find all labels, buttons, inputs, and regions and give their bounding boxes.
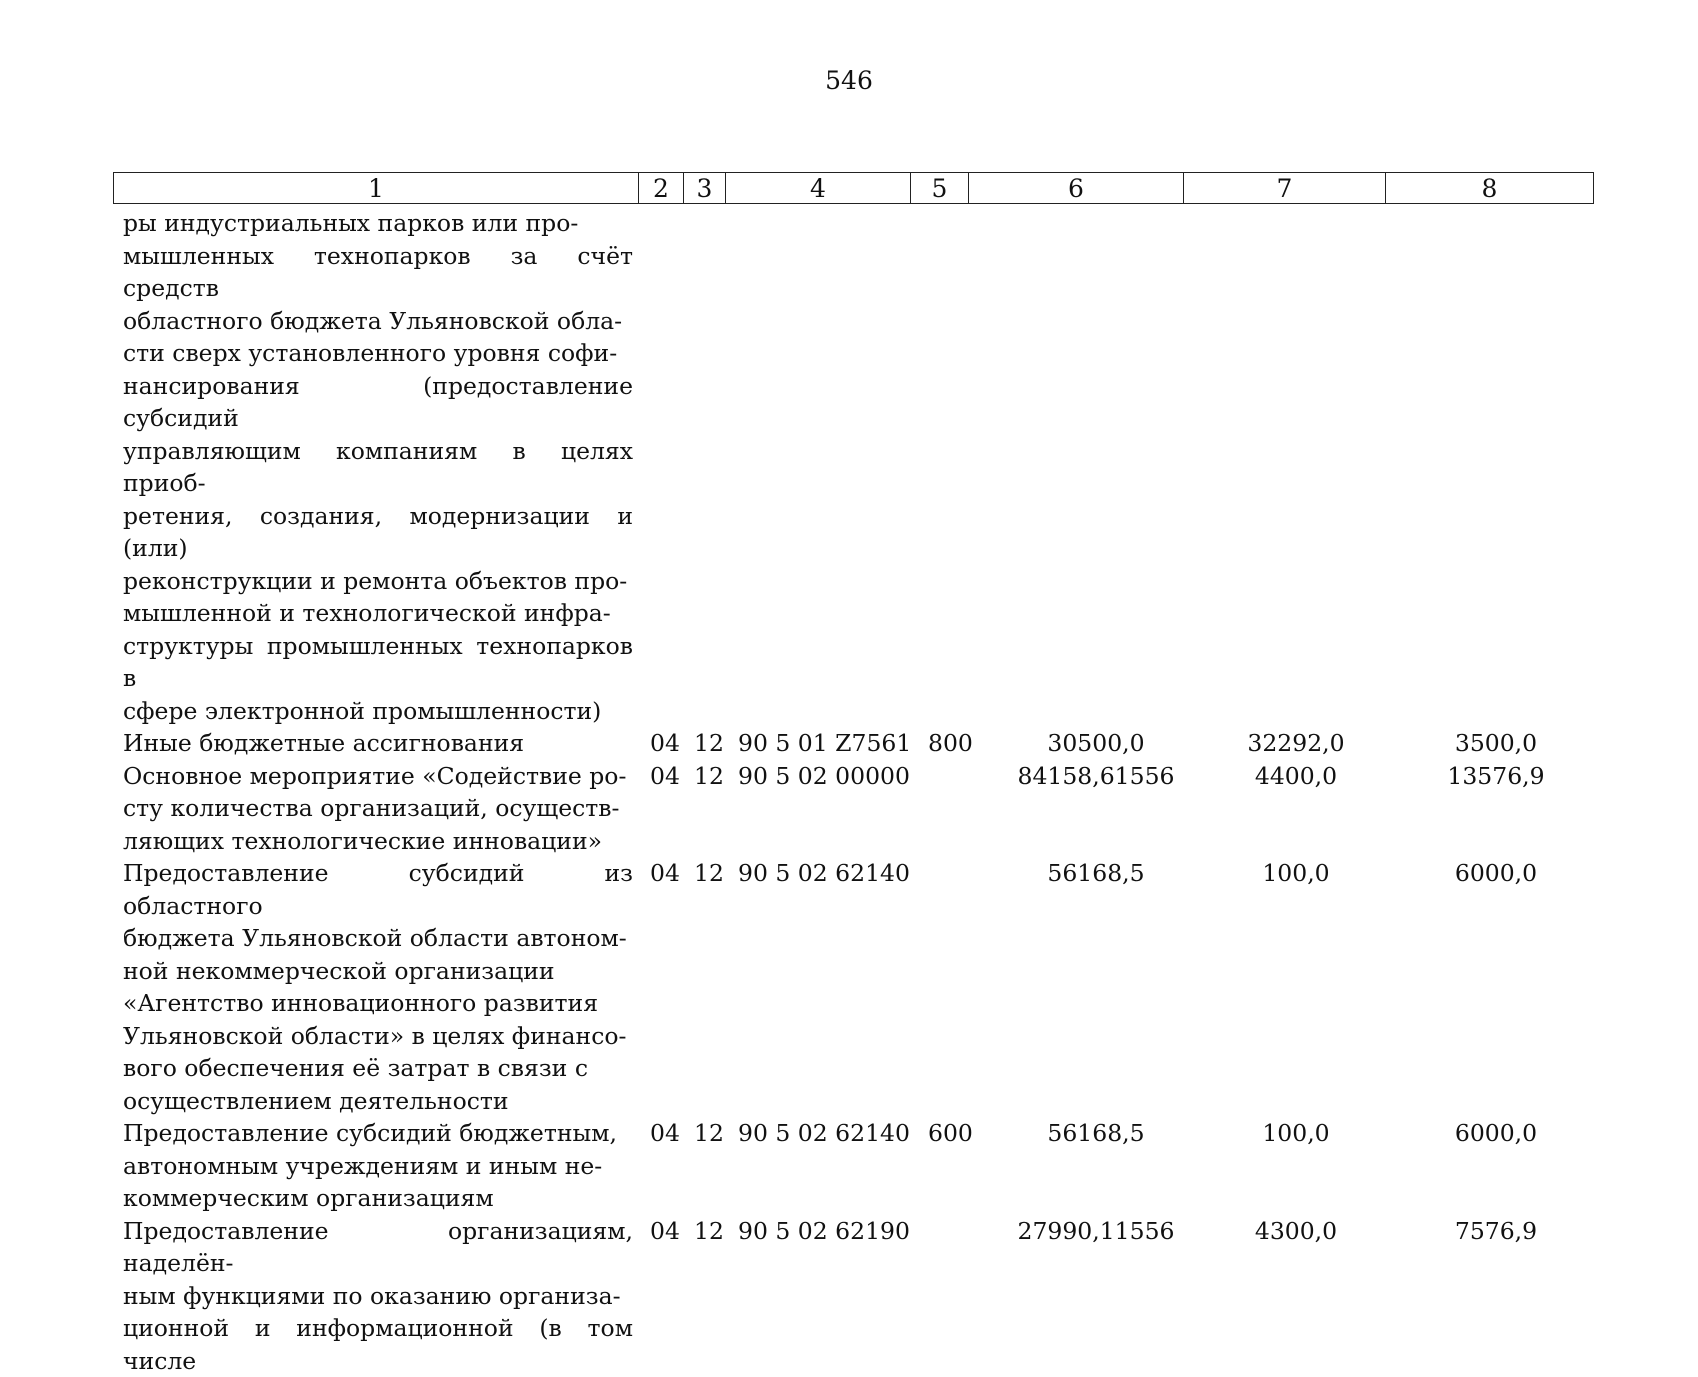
cell-col-6: 84158,61556 xyxy=(996,760,1196,793)
cell-col-8: 6000,0 xyxy=(1396,1117,1596,1150)
description-line: Предоставление организациям, наделён- xyxy=(123,1215,633,1280)
cell-col-3: 12 xyxy=(694,1117,738,1150)
cell-col-7: 100,0 xyxy=(1196,857,1396,890)
cell-col-6: 56168,5 xyxy=(996,1117,1196,1150)
description-line: сти сверх установленного уровня софи- xyxy=(123,337,633,370)
cell-col-5: 800 xyxy=(928,727,996,760)
row-description xyxy=(123,727,633,760)
description-line: мышленных технопарков за счёт средств xyxy=(123,240,633,305)
description-line: ной некоммерческой организации xyxy=(123,955,633,988)
cell-col-3: 12 xyxy=(694,760,738,793)
row-description xyxy=(123,760,633,858)
cell-col-5: 600 xyxy=(928,1117,996,1150)
cell-col-7: 100,0 xyxy=(1196,1117,1396,1150)
cell-col-3: 12 xyxy=(694,727,738,760)
cell-col-4: 90 5 02 62140 xyxy=(738,857,928,890)
cell-col-8: 13576,9 xyxy=(1396,760,1596,793)
description-line: мышленной и технологической инфра- xyxy=(123,597,633,630)
description-line: Предоставление субсидий бюджетным, xyxy=(123,1117,633,1150)
description-line: осуществлением деятельности xyxy=(123,1085,633,1118)
column-header-7: 7 xyxy=(1184,173,1386,204)
column-header-1: 1 xyxy=(114,173,639,204)
description-line: сту количества организаций, осуществ- xyxy=(123,792,633,825)
description-line: ляющих технологические инновации» xyxy=(123,825,633,858)
column-header-table xyxy=(113,172,1594,204)
description-line: бюджета Ульяновской области автоном- xyxy=(123,922,633,955)
description-line: Иные бюджетные ассигнования xyxy=(123,727,633,760)
column-header-row xyxy=(114,173,1594,204)
cell-col-6: 56168,5 xyxy=(996,857,1196,890)
column-header-5: 5 xyxy=(911,173,969,204)
cell-col-8: 3500,0 xyxy=(1396,727,1596,760)
description-line: вого обеспечения её затрат в связи с xyxy=(123,1052,633,1085)
column-header-4: 4 xyxy=(726,173,911,204)
description-line: Ульяновской области» в целях финансо- xyxy=(123,1020,633,1053)
column-header-8: 8 xyxy=(1386,173,1594,204)
table-row xyxy=(123,207,1643,727)
row-description xyxy=(123,1215,633,1377)
cell-col-2: 04 xyxy=(633,760,694,793)
table-row xyxy=(123,857,1643,1117)
cell-col-2: 04 xyxy=(633,857,694,890)
column-header-2: 2 xyxy=(639,173,684,204)
description-line: ры индустриальных парков или про- xyxy=(123,207,633,240)
table-row xyxy=(123,760,1643,858)
page-number: 546 xyxy=(0,66,1698,95)
table-body xyxy=(123,207,1643,1377)
cell-col-4: 90 5 02 62190 xyxy=(738,1215,928,1248)
description-line: структуры промышленных технопарков в xyxy=(123,630,633,695)
cell-col-3: 12 xyxy=(694,1215,738,1248)
description-line: областного бюджета Ульяновской обла- xyxy=(123,305,633,338)
description-line: нансирования (предоставление субсидий xyxy=(123,370,633,435)
cell-col-4: 90 5 01 Z7561 xyxy=(738,727,928,760)
cell-col-7: 4400,0 xyxy=(1196,760,1396,793)
cell-col-8: 6000,0 xyxy=(1396,857,1596,890)
cell-col-2: 04 xyxy=(633,1215,694,1248)
description-line: сфере электронной промышленности) xyxy=(123,695,633,728)
description-line: автономным учреждениям и иным не- xyxy=(123,1150,633,1183)
description-line: «Агентство инновационного развития xyxy=(123,987,633,1020)
description-line: Предоставление субсидий из областного xyxy=(123,857,633,922)
description-line: ционной и информационной (в том числе xyxy=(123,1312,633,1377)
cell-col-4: 90 5 02 62140 xyxy=(738,1117,928,1150)
table-row xyxy=(123,1215,1643,1377)
cell-col-2: 04 xyxy=(633,1117,694,1150)
description-line: ретения, создания, модернизации и (или) xyxy=(123,500,633,565)
cell-col-6: 30500,0 xyxy=(996,727,1196,760)
description-line: реконструкции и ремонта объектов про- xyxy=(123,565,633,598)
cell-col-7: 32292,0 xyxy=(1196,727,1396,760)
description-line: управляющим компаниям в целях приоб- xyxy=(123,435,633,500)
cell-col-3: 12 xyxy=(694,857,738,890)
cell-col-8: 7576,9 xyxy=(1396,1215,1596,1248)
cell-col-2: 04 xyxy=(633,727,694,760)
description-line: ным функциями по оказанию организа- xyxy=(123,1280,633,1313)
description-line: коммерческим организациям xyxy=(123,1182,633,1215)
column-header-6: 6 xyxy=(969,173,1184,204)
column-header-3: 3 xyxy=(684,173,726,204)
table-row xyxy=(123,727,1643,760)
row-description xyxy=(123,207,633,727)
cell-col-6: 27990,11556 xyxy=(996,1215,1196,1248)
row-description xyxy=(123,857,633,1117)
cell-col-7: 4300,0 xyxy=(1196,1215,1396,1248)
cell-col-4: 90 5 02 00000 xyxy=(738,760,928,793)
description-line: Основное мероприятие «Содействие ро- xyxy=(123,760,633,793)
